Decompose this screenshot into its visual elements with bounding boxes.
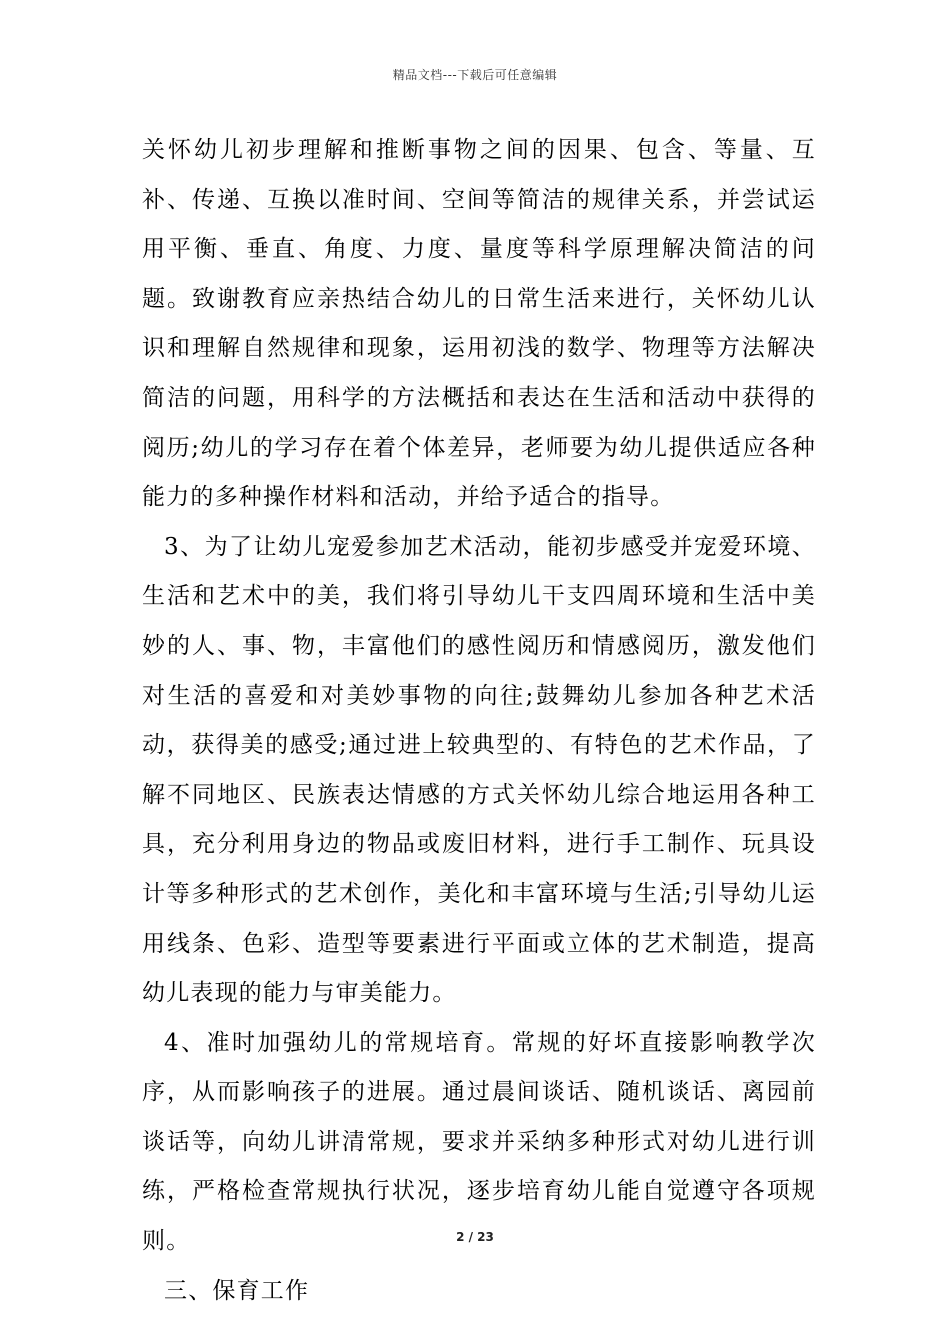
page-header: 精品文档---下载后可任意编辑 <box>392 68 558 82</box>
paragraph-item-4: 4、准时加强幼儿的常规培育。常规的好坏直接影响教学次序，从而影响孩子的进展。通过晨间谈话、随机谈话、离园前谈话等，向幼儿讲清常规，要求并采纳多种形式对幼儿进行训练，严格检查常规执行状况，逐步培育幼儿能自觉遵守各项规则。 <box>142 1029 816 1255</box>
document-body <box>142 126 816 1316</box>
paragraph-intro: 关怀幼儿初步理解和推断事物之间的因果、包含、等量、互补、传递、互换以准时间、空间等简洁的规律关系，并尝试运用平衡、垂直、角度、力度、量度等科学原理解决简洁的问题。致谢教育应亲热结合幼儿的日常生活来进行，关怀幼儿认识和理解自然规律和现象，运用初浅的数学、物理等方法解决简洁的问题，用科学的方法概括和表达在生活和活动中获得的阅历;幼儿的学习存在着个体差异，老师要为幼儿提供适应各种能力的多种操作材料和活动，并给予适合的指导。 <box>142 137 816 511</box>
page-number: 2 / 23 <box>456 1230 494 1244</box>
section-heading-care-work: 三、保育工作 <box>164 1277 310 1304</box>
paragraph-item-3: 3、为了让幼儿宠爱参加艺术活动，能初步感受并宠爱环境、生活和艺术中的美，我们将引导幼儿干支四周环境和生活中美妙的人、事、物，丰富他们的感性阅历和情感阅历，激发他们对生活的喜爱和对美妙事物的向往;鼓舞幼儿参加各种艺术活动，获得美的感受;通过进上较典型的、有特色的艺术作品，了解不同地区、民族表达情感的方式关怀幼儿综合地运用各种工具，充分利用身边的物品或废旧材料，进行手工制作、玩具设计等多种形式的艺术创作，美化和丰富环境与生活;引导幼儿运用线条、色彩、造型等要素进行平面或立体的艺术制造，提高幼儿表现的能力与审美能力。 <box>142 533 816 1007</box>
